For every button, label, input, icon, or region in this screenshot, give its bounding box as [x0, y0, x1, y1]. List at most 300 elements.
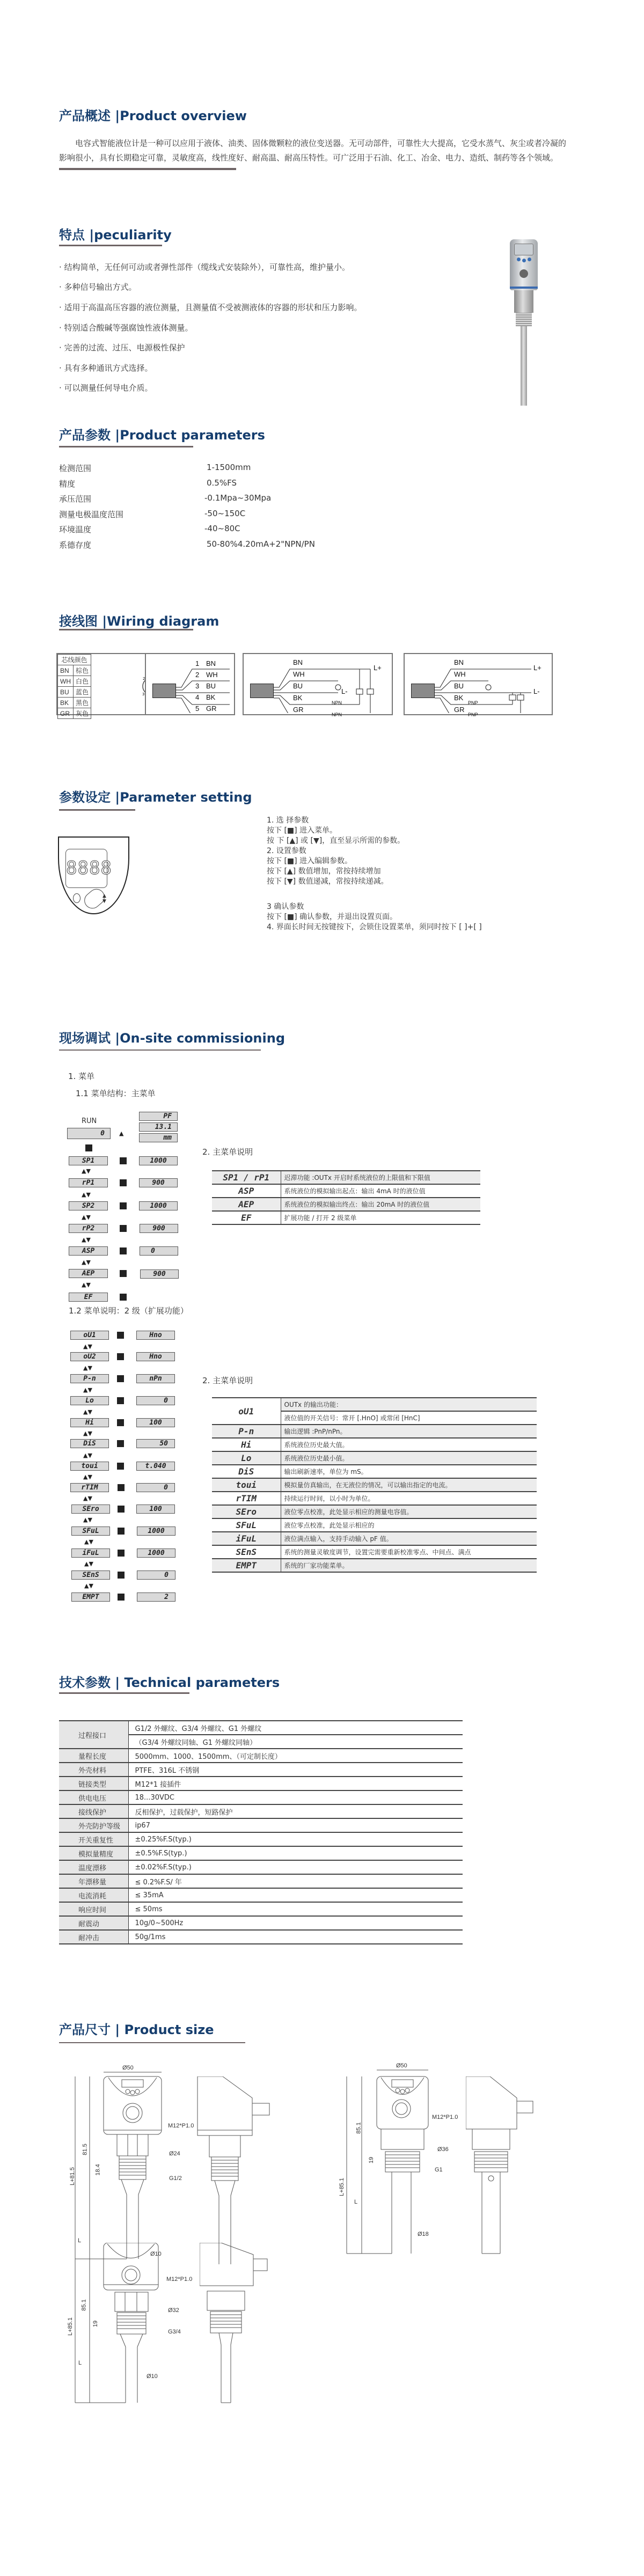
param-setting-title: 参数设定 |Parameter setting	[59, 790, 252, 805]
tech-label: 外壳防护等级	[59, 1818, 128, 1832]
table-row	[59, 1763, 463, 1777]
dim-probe-length: L	[354, 2199, 358, 2205]
lcd-menu-value: 0	[140, 1246, 178, 1256]
lcd-menu-code: Lo	[70, 1396, 109, 1405]
dim-upper-length: 81.5	[82, 2144, 89, 2155]
up-down-arrow-icon: ▲▼	[83, 1343, 92, 1350]
menu-code: ASP	[212, 1184, 281, 1198]
lcd-menu-code: ASP	[69, 1246, 108, 1256]
lcd-menu-code: rTIM	[70, 1483, 109, 1492]
tech-label: 模拟量精度	[59, 1846, 128, 1860]
table-row	[212, 1518, 537, 1532]
tech-value: ≤ 0.2%F.S/ 年	[128, 1874, 463, 1888]
section-divider	[59, 809, 135, 811]
up-down-arrow-icon: ▲▼	[82, 1214, 91, 1221]
menu-desc: 系统液位的模拟输出起点：输出 4mA 时的液位值	[281, 1184, 480, 1198]
param-label: 测量电极温度范围	[59, 510, 124, 519]
main-desc-heading: 2. 主菜单说明	[202, 1147, 253, 1157]
pin-number: 5	[195, 704, 200, 713]
table-row	[59, 1916, 463, 1930]
menu-desc: 液位零点校准，此处显示相应的	[281, 1518, 537, 1532]
section-divider	[59, 245, 162, 246]
set-button-icon	[120, 1270, 127, 1277]
param-label: 环境温度	[59, 525, 92, 534]
up-down-arrow-icon: ▲▼	[83, 1495, 92, 1502]
menu-desc: 液位零点校准，此处显示相应的测量电容值。	[281, 1505, 537, 1518]
tech-label: 过程接口	[59, 1721, 128, 1749]
tech-value: 18...30VDC	[128, 1790, 463, 1804]
side-view-drawing-g1	[466, 2076, 541, 2259]
dim-head-diameter: Ø50	[122, 2065, 134, 2071]
lcd-display: 8888	[65, 849, 107, 888]
lcd-menu-value: t.040	[136, 1462, 175, 1471]
menu-desc: 输出逻辑 :PnP/nPn。	[281, 1425, 537, 1438]
side-view-svg	[193, 2076, 274, 2264]
menu-desc: 系统的测量灵敏度调节，设置完需要重新校准零点、中间点、满点	[281, 1545, 537, 1559]
tech-label: 接线保护	[59, 1804, 128, 1818]
feature-item: · 特别适合酸碱等强腐蚀性液体测量。	[59, 323, 193, 333]
set-button-icon	[120, 1225, 127, 1232]
tech-value: 反相保护，过载保护，短路保护	[128, 1804, 463, 1818]
l-plus-label: L+	[533, 664, 541, 672]
table-row	[212, 1425, 537, 1438]
side-view-drawing-g34	[200, 2243, 275, 2409]
tech-label: 开关重复性	[59, 1832, 128, 1846]
menu-desc: 模拟量仿真输出，在无液位的情况，可以输出指定的电流。	[281, 1478, 537, 1492]
table-row	[59, 1790, 463, 1804]
tech-value: ip67	[128, 1818, 463, 1832]
wire-code: WH	[206, 671, 218, 679]
menu-code: SEnS	[212, 1545, 281, 1559]
tech-value: M12*1 接插件	[128, 1777, 463, 1790]
dim-thread: G1/2	[169, 2175, 182, 2182]
wire-color: 蓝色	[74, 687, 91, 698]
param-label: 系德存度	[59, 540, 92, 550]
wire-code: WH	[454, 670, 466, 678]
set-button-icon	[117, 1353, 124, 1360]
set-button-icon	[118, 1528, 125, 1535]
set-button-icon	[117, 1463, 124, 1470]
up-down-arrow-icon: ▲▼	[82, 1168, 91, 1175]
table-row	[212, 1559, 537, 1572]
tech-value: ≤ 50ms	[128, 1902, 463, 1916]
menu-desc: 系统的厂家功能菜单。	[281, 1559, 537, 1572]
dim-hex: Ø36	[437, 2146, 449, 2153]
wire-code: BU	[58, 687, 74, 698]
lcd-menu-code: AEP	[69, 1269, 108, 1278]
svg-text:2: 2	[143, 677, 145, 681]
side-view-drawing-g12	[193, 2076, 274, 2264]
lcd-menu-value: 1000	[137, 1526, 175, 1536]
up-down-arrow-icon: ▲▼	[83, 1430, 92, 1437]
lcd-menu-code: iFuL	[71, 1548, 110, 1558]
up-down-arrow-icon: ▲▼	[82, 1191, 91, 1198]
dim-connector: M12*P1.0	[168, 2123, 194, 2129]
feature-item: · 适用于高温高压容器的液位测量，且测量值不受被测液体的容器的形状和压力影响。	[59, 303, 362, 312]
wire-code: BN	[293, 658, 303, 666]
menu-desc: 系统液位历史最大值。	[281, 1438, 537, 1451]
menu-desc: OUTx 的输出功能：	[281, 1398, 537, 1411]
ext-menu-heading: 1.2 菜单说明：2 级（扩展功能）	[69, 1306, 188, 1316]
tech-value: ±0.25%F.S(typ.)	[128, 1832, 463, 1846]
wire-code: BK	[454, 694, 464, 702]
lcd-run-value: 0	[67, 1128, 111, 1139]
features-title: 特点 |peculiarity	[59, 227, 172, 243]
menu-code: Hi	[212, 1438, 281, 1451]
menu-desc: 迟滞功能 :OUTx 开启时系统液位的上限值和下限值	[281, 1171, 480, 1184]
dim-hex: Ø32	[168, 2307, 179, 2314]
menu-code: SFuL	[212, 1518, 281, 1532]
tech-value: ≤ 35mA	[128, 1888, 463, 1902]
section-divider	[59, 2042, 245, 2043]
up-down-arrow-icon: ▲▼	[84, 1538, 93, 1545]
set-button-icon	[117, 1397, 124, 1404]
wire-color: 白色	[74, 676, 91, 687]
dim-connector: M12*P1.0	[166, 2276, 193, 2283]
wire-color-table	[57, 654, 91, 719]
wire-code: BN	[58, 665, 74, 676]
section-divider	[59, 629, 193, 630]
lcd-menu-code: oU1	[70, 1331, 109, 1340]
table-row	[212, 1532, 537, 1545]
commissioning-title: 现场调试 |On-site commissioning	[59, 1031, 286, 1046]
wire-code: BU	[293, 682, 303, 690]
wiring-diagram-npn	[243, 653, 393, 715]
lcd-menu-value: 0	[136, 1483, 175, 1492]
table-row	[59, 1832, 463, 1846]
set-button-icon	[118, 1506, 125, 1513]
npn-label: NPN	[332, 700, 342, 706]
wire-code: GR	[454, 706, 465, 714]
param-value: -50~150C	[204, 509, 246, 518]
section-divider	[59, 446, 193, 447]
table-row	[212, 1438, 537, 1451]
wiring-diagram-plain	[145, 653, 235, 715]
param-step: 按下 [▼] 数值递减，常按持续递减。	[267, 877, 389, 886]
menu-code: SP1 / rP1	[212, 1171, 281, 1184]
param-value: -40~80C	[204, 524, 240, 533]
dim-head-diameter: Ø50	[396, 2063, 407, 2069]
wire-code: GR	[206, 704, 217, 713]
table-row	[212, 1545, 537, 1559]
tech-label: 电流消耗	[59, 1888, 128, 1902]
set-button-icon	[118, 1594, 125, 1601]
table-row	[212, 1198, 480, 1211]
lcd-menu-code: toui	[70, 1462, 109, 1471]
lcd-menu-code: SP1	[69, 1156, 108, 1165]
feature-item: · 完善的过流、过压、电源极性保护	[59, 343, 185, 353]
ext-desc-heading: 2. 主菜单说明	[202, 1376, 253, 1385]
param-label: 承压范围	[59, 494, 92, 504]
tech-label: 响应时间	[59, 1902, 128, 1916]
tech-value: PTFE、316L 不锈钢	[128, 1763, 463, 1777]
lcd-menu-value: 900	[140, 1269, 179, 1279]
set-button-icon	[120, 1294, 127, 1301]
dim-probe-length: L	[78, 2237, 82, 2244]
menu-code: EMPT	[212, 1559, 281, 1572]
wire-code: GR	[58, 708, 74, 719]
up-down-arrows-icon: ▲ ▼	[103, 893, 106, 904]
wire-color: 灰色	[74, 708, 91, 719]
lcd-unit: 13.1	[139, 1122, 178, 1132]
main-menu-heading: 1.1 菜单结构：主菜单	[76, 1089, 156, 1098]
mode-button[interactable]	[73, 893, 80, 903]
dim-total-length: L+85.1	[67, 2317, 74, 2336]
up-down-arrow-icon: ▲▼	[83, 1364, 92, 1371]
param-label: 检测范围	[59, 464, 92, 473]
menu-code: toui	[212, 1478, 281, 1492]
menu-desc: 系统液位历史最小值。	[281, 1451, 537, 1465]
param-step: 按下 [■] 确认参数，并退出设置页面。	[267, 913, 398, 921]
lcd-menu-value: 1000	[139, 1156, 178, 1165]
tech-value: （G3/4 外螺纹同轴、G1 外螺纹同轴）	[128, 1735, 463, 1749]
dim-connector: M12*P1.0	[432, 2114, 458, 2120]
lcd-unit: mm	[139, 1133, 178, 1142]
product-photo	[509, 239, 540, 406]
tech-label: 耐冲击	[59, 1930, 128, 1944]
wire-code: BU	[206, 682, 216, 690]
up-down-arrow-icon: ▲▼	[83, 1473, 92, 1480]
l-minus-label: L-	[341, 687, 348, 695]
tech-label: 耐震动	[59, 1916, 128, 1930]
set-button-icon	[85, 1144, 92, 1151]
set-button-icon	[118, 1550, 125, 1557]
table-row	[59, 1846, 463, 1860]
set-button-icon	[118, 1484, 125, 1491]
lcd-menu-value: 1000	[139, 1201, 178, 1210]
menu-heading: 1. 菜单	[68, 1072, 95, 1081]
tech-value: G1/2 外螺纹、G3/4 外螺纹、G1 外螺纹	[128, 1721, 463, 1735]
menu-desc: 扩展功能 / 打开 2 级菜单	[281, 1211, 480, 1224]
param-step: 3 确认参数	[267, 902, 304, 911]
wire-code: GR	[293, 706, 304, 714]
menu-desc: 输出刷新速率，单位为 mS。	[281, 1465, 537, 1478]
lcd-menu-value: 0	[136, 1396, 175, 1405]
param-step: 按 下 [▲] 或 [▼]，直至显示所需的参数。	[267, 836, 405, 845]
ext-menu-desc-table	[212, 1397, 537, 1573]
product-params-title: 产品参数 |Product parameters	[59, 428, 265, 443]
table-row	[212, 1478, 537, 1492]
lcd-menu-code: rP2	[69, 1224, 108, 1233]
tech-value: ±0.02%F.S(typ.)	[128, 1860, 463, 1874]
wire-code: WH	[293, 670, 305, 678]
technical-table	[59, 1720, 463, 1944]
dim-probe-diameter: Ø18	[418, 2231, 429, 2237]
feature-item: · 可以测量任何导电介质。	[59, 383, 153, 393]
dim-thread-length: 19	[92, 2320, 99, 2328]
dim-thread: G1	[435, 2167, 443, 2173]
front-view-drawing	[338, 2060, 478, 2264]
wiring-diagram-pnp	[404, 653, 553, 715]
menu-desc: 液位值的开关信号：常开 [.HnO] 或常闭 [HnC]	[281, 1411, 537, 1425]
tech-value: 5000mm、1000、1500mm、（可定制长度）	[128, 1749, 463, 1763]
wire-code: WH	[58, 676, 74, 687]
wire-code: BN	[454, 658, 464, 666]
lcd-menu-value: Hno	[136, 1331, 175, 1340]
set-button-icon	[120, 1157, 127, 1164]
menu-desc: 系统液位的模拟输出终点：输出 20mA 时的液位值	[281, 1198, 480, 1211]
pnp-label: PNP	[468, 700, 478, 706]
up-down-arrow-icon: ▲▼	[84, 1582, 93, 1589]
up-down-arrow-icon: ▲▼	[83, 1452, 92, 1459]
table-row	[212, 1211, 480, 1224]
dim-thread-length: 19	[368, 2156, 375, 2164]
tech-label: 温度漂移	[59, 1860, 128, 1874]
table-row	[212, 1451, 537, 1465]
table-row	[212, 1465, 537, 1478]
feature-item: · 结构简单，无任何可动或者弹性部件（缆线式安装除外），可靠性高，维护量小。	[59, 262, 350, 272]
lcd-menu-value: 0	[137, 1570, 175, 1580]
dim-total-length: L+81.5	[69, 2167, 76, 2185]
lcd-menu-code: Hi	[70, 1418, 109, 1427]
wire-color: 棕色	[74, 665, 91, 676]
side-view-svg	[200, 2243, 275, 2409]
tech-label: 外壳材料	[59, 1763, 128, 1777]
tech-value: 50g/1ms	[128, 1930, 463, 1944]
lcd-menu-code: SFuL	[71, 1526, 110, 1536]
table-row	[59, 1930, 463, 1944]
param-label: 精度	[59, 479, 76, 489]
lcd-menu-code: EMPT	[71, 1592, 110, 1602]
l-minus-label: L-	[533, 687, 540, 695]
overview-title: 产品概述 |Product overview	[59, 108, 247, 123]
pin-number: 3	[195, 682, 200, 690]
param-step: 按下 [■] 进入编辑参数。	[267, 857, 353, 865]
up-down-arrow-icon: ▲▼	[82, 1259, 91, 1266]
wire-color: 黑色	[74, 698, 91, 708]
pnp-label: PNP	[468, 712, 478, 717]
param-step: 按下 [■] 进入菜单。	[267, 826, 338, 835]
tech-value: 10g/0~500Hz	[128, 1916, 463, 1930]
lcd-menu-code: SP2	[69, 1201, 108, 1210]
dim-upper-length: 85.1	[355, 2122, 362, 2134]
dim-upper-length: 85.1	[80, 2299, 87, 2311]
wire-code: BK	[58, 698, 74, 708]
param-step: 1. 选 择参数	[267, 816, 309, 825]
param-value: -0.1Mpa~30Mpa	[204, 493, 272, 503]
table-row	[212, 1398, 537, 1411]
section-divider	[59, 168, 236, 170]
menu-code: Lo	[212, 1451, 281, 1465]
param-value: 1-1500mm	[207, 463, 251, 472]
menu-code: DiS	[212, 1465, 281, 1478]
wiring-title: 接线图 |Wiring diagram	[59, 614, 219, 629]
table-row	[59, 1721, 463, 1735]
tech-label: 年漂移量	[59, 1874, 128, 1888]
table-row	[212, 1184, 480, 1198]
menu-desc: 持续运行时间，以小时为单位。	[281, 1492, 537, 1505]
feature-item: · 具有多种通讯方式选择。	[59, 363, 153, 373]
up-arrow-icon: ▲	[119, 1130, 124, 1137]
feature-item: · 多种信号输出方式。	[59, 282, 137, 292]
menu-code: SEro	[212, 1505, 281, 1518]
npn-label: NPN	[332, 712, 342, 717]
table-row	[59, 1749, 463, 1763]
set-button-icon	[118, 1572, 125, 1579]
lcd-menu-value: 2	[137, 1592, 175, 1602]
lcd-menu-value: Hno	[136, 1352, 175, 1361]
tech-value: ±0.5%F.S(typ.)	[128, 1846, 463, 1860]
overview-text: 电容式智能液位计是一种可以应用于液体、油类、固体微颗粒的液位变送器。无可动部件，可靠性大大提高，它受水蒸气、灰尘或者冷凝的影响很小，具有长期稳定可靠，灵敏度高，线性度好、耐高温、耐高压特性。可广泛用于石油、化工、冶金、电力、造纸、制药等各个领域。	[59, 138, 567, 163]
menu-code: P-n	[212, 1425, 281, 1438]
lcd-menu-code: EF	[69, 1293, 108, 1302]
table-row	[59, 1818, 463, 1832]
lcd-menu-value: 1000	[137, 1548, 175, 1558]
dim-total-length: L+85.1	[338, 2178, 345, 2196]
menu-code: EF	[212, 1211, 281, 1224]
lcd-menu-value: 900	[140, 1224, 178, 1233]
table-row	[59, 1860, 463, 1874]
wire-code: BN	[206, 659, 216, 667]
dim-probe-diameter: Ø10	[147, 2373, 158, 2380]
dim-thread-length: 18.4	[94, 2164, 101, 2176]
up-down-arrow-icon: ▲▼	[84, 1560, 93, 1567]
wire-code: BK	[293, 694, 303, 702]
wire-lines	[176, 659, 235, 713]
lcd-menu-value: 100	[136, 1418, 175, 1427]
lcd-menu-code: SEnS	[71, 1570, 110, 1580]
section-divider	[59, 1050, 261, 1051]
wire-code: BK	[206, 693, 216, 701]
wire-color-header: 芯线颜色	[58, 655, 91, 665]
lcd-menu-code: rP1	[69, 1178, 108, 1187]
param-step: 按下 [▲] 数值增加，常按持续增加	[267, 867, 381, 876]
dimension-drawing-g1	[338, 2060, 478, 2264]
menu-code: oU1	[212, 1398, 281, 1425]
param-step: 4. 界面长时间无按键按下，会锁住设置菜单，须同时按下 [ ]+[ ]	[267, 923, 482, 931]
dim-probe-diameter: Ø10	[150, 2251, 162, 2257]
lcd-menu-value: 50	[136, 1439, 175, 1448]
tech-label: 链接类型	[59, 1777, 128, 1790]
svg-text:3: 3	[142, 692, 145, 696]
set-button-icon	[117, 1419, 124, 1426]
menu-code: AEP	[212, 1198, 281, 1211]
set-button-icon	[120, 1247, 127, 1254]
up-down-arrow-icon: ▲▼	[82, 1236, 91, 1243]
main-menu-desc-table	[212, 1170, 480, 1225]
lcd-menu-value: nPn	[136, 1374, 175, 1383]
run-label: RUN	[82, 1117, 97, 1125]
pin-number: 2	[195, 671, 200, 679]
section-divider	[59, 1692, 189, 1694]
tech-label: 量程长度	[59, 1749, 128, 1763]
set-button-icon	[117, 1375, 124, 1382]
table-row	[212, 1171, 480, 1184]
wire-code: BU	[454, 682, 464, 690]
lcd-menu-value: 100	[136, 1504, 175, 1514]
up-down-arrow-icon: ▲▼	[83, 1516, 92, 1523]
lcd-menu-code: DiS	[70, 1439, 109, 1448]
up-down-arrow-icon: ▲▼	[83, 1408, 92, 1415]
up-down-arrow-icon: ▲▼	[82, 1281, 91, 1288]
dim-thread: G3/4	[168, 2329, 181, 2335]
table-row	[59, 1804, 463, 1818]
lcd-menu-value: 900	[139, 1178, 178, 1187]
table-row	[212, 1505, 537, 1518]
param-step: 2. 设置参数	[267, 847, 306, 855]
size-title: 产品尺寸 | Product size	[59, 2022, 214, 2037]
table-row	[59, 1902, 463, 1916]
pin-number: 4	[195, 693, 200, 701]
menu-code: rTIM	[212, 1492, 281, 1505]
menu-desc: 液位满点输入，支持手动输入 pF 值。	[281, 1532, 537, 1545]
l-plus-label: L+	[374, 664, 382, 672]
set-button-icon	[120, 1202, 127, 1209]
lcd-unit: PF	[139, 1112, 178, 1121]
pin-number: 1	[195, 659, 200, 667]
param-value: 0.5%FS	[207, 478, 237, 488]
set-button-icon	[117, 1332, 124, 1339]
